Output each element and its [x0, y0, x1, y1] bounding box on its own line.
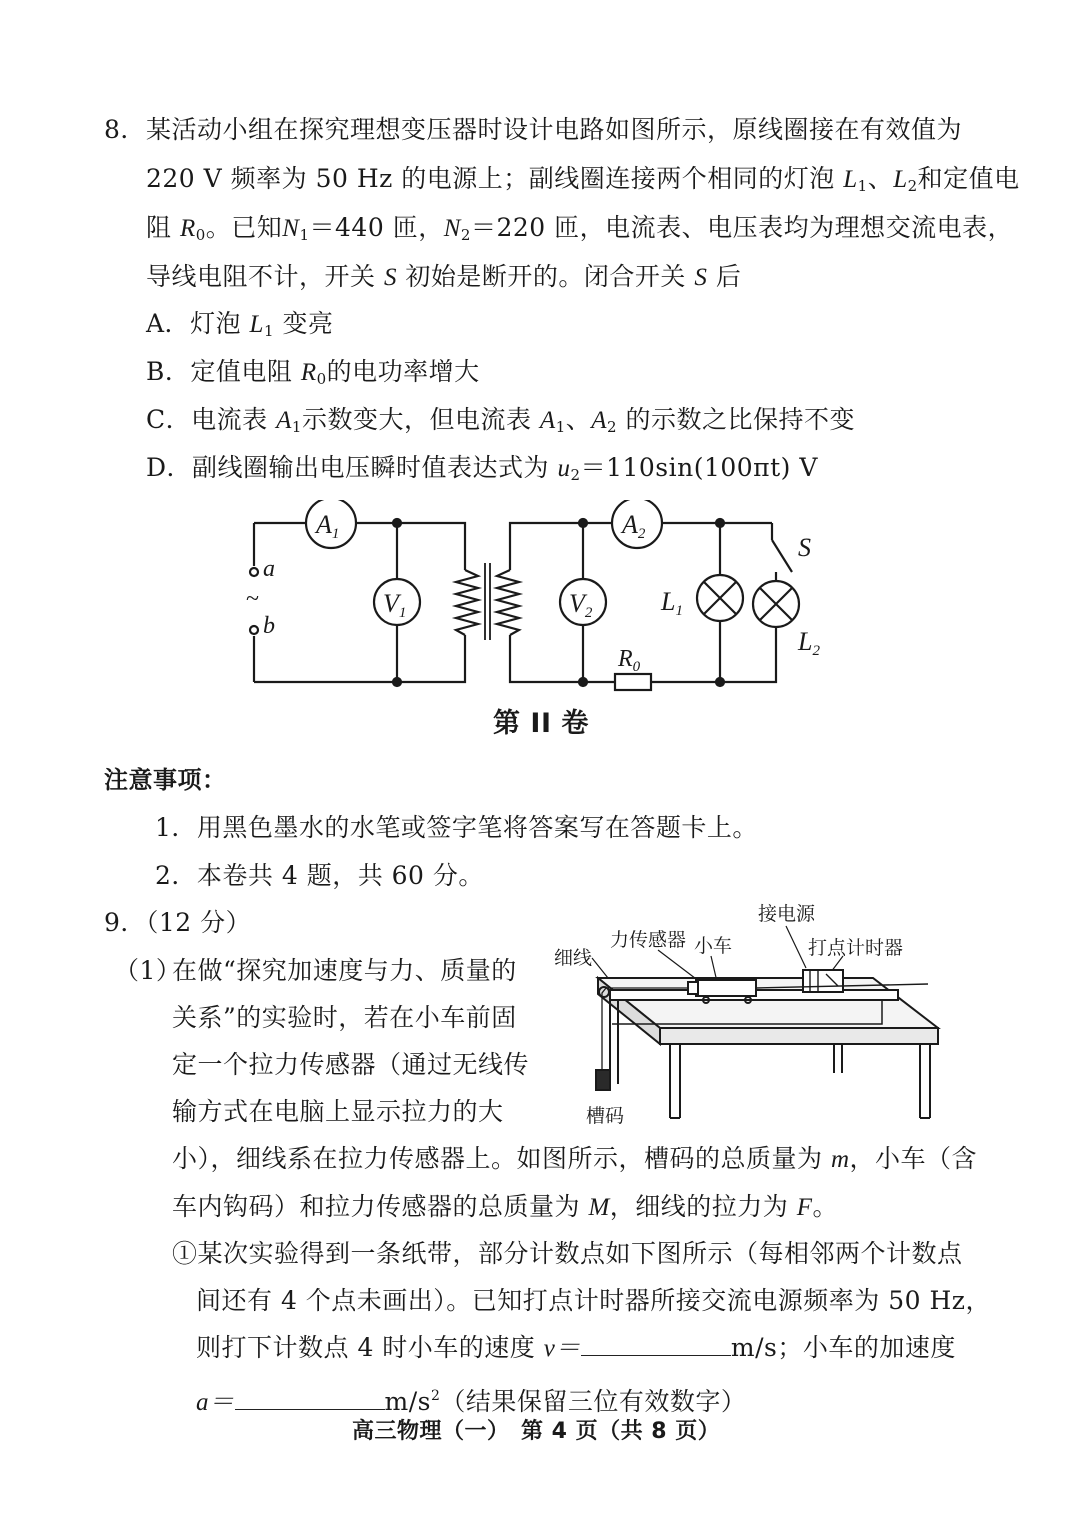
junction-dot [579, 678, 587, 686]
sub: 0 [195, 226, 206, 244]
terminal-a-icon [250, 568, 258, 576]
var-m: m [830, 1146, 850, 1173]
secondary-coil-icon [497, 570, 519, 635]
experiment-apparatus-figure [548, 898, 948, 1128]
option-text: 的电功率增大 [326, 357, 480, 386]
q8-stem-text: ＝220 匝，电流表、电压表均为理想交流电表， [470, 213, 1014, 242]
option-text: 的示数之比保持不变 [625, 405, 856, 434]
ac-source-symbol: ~ [246, 586, 259, 612]
table-front-edge-icon [660, 1028, 938, 1044]
option-text: ＝110sin(100πt) V [580, 453, 818, 482]
symbol-s: S [694, 264, 708, 291]
option-label: D． [146, 453, 193, 482]
q9-text: （结果保留三位有效数字） [440, 1387, 747, 1416]
velocity-answer-blank[interactable] [581, 1333, 731, 1356]
q9-text: 。 [812, 1192, 839, 1221]
resistor-r0-icon [615, 674, 651, 690]
q8-stem-line1: 某活动小组在探究理想变压器时设计电路如图所示，原线圈接在有效值为 [146, 115, 963, 144]
q9-number-label: 9． [104, 908, 146, 937]
q8-stem-line2 [146, 163, 1020, 202]
option-text: 副线圈输出电压瞬时值表达式为 [192, 453, 550, 482]
junction-dot [716, 678, 724, 686]
q9-part1-line1: 在做“探究加速度与力、质量的 [172, 956, 517, 985]
q8-number: 8． [104, 115, 146, 144]
q8-option-d [146, 452, 818, 491]
q9-text: ，细线的拉力为 [609, 1192, 789, 1221]
option-text: 电流表 [191, 405, 268, 434]
label-sensor: 力传感器 [610, 930, 687, 951]
option-text: 示数变大，但电流表 [301, 405, 532, 434]
symbol-a: A [276, 407, 292, 434]
timer-icon [803, 970, 843, 992]
primary-top-wire [254, 523, 465, 570]
symbol-l: L [843, 166, 858, 193]
sub: 2 [907, 177, 918, 195]
terminal-a-label: a [263, 556, 275, 582]
q8-option-a [146, 308, 333, 347]
q9-part1-line6 [172, 1191, 838, 1224]
q8-stem-text: 。已知 [205, 213, 283, 242]
q9-text: ，小车（含 [849, 1144, 978, 1173]
label-power: 接电源 [758, 904, 816, 925]
option-text: 定值电阻 [190, 357, 293, 386]
option-text: 灯泡 [190, 309, 242, 338]
junction-dot [393, 678, 401, 686]
sub: 0 [316, 370, 327, 388]
q9-part1-line5 [172, 1143, 977, 1176]
var-a: a＝ [196, 1389, 235, 1416]
q8-stem-text: 导线电阻不计，开关 [146, 262, 376, 291]
q9-score: （12 分） [145, 908, 252, 937]
sub: 1 [555, 418, 566, 436]
sup: 2 [430, 1388, 441, 1404]
sub: 1 [291, 418, 302, 436]
var-big-m: M [588, 1194, 610, 1221]
sub: 2 [570, 466, 581, 484]
q9-sub1-line2: 间还有 4 个点未画出）。已知打点计时器所接交流电源频率为 50 Hz， [196, 1286, 991, 1315]
table-leg-icon [834, 1044, 842, 1073]
sep: 、 [565, 405, 592, 434]
q9-text: 小），细线系在拉力传感器上。如图所示，槽码的总质量为 [172, 1144, 823, 1173]
lamp-l2-label: L2 [798, 627, 820, 659]
symbol-u: u [557, 455, 571, 482]
q9-part1-line2: 关系”的实验时，若在小车前固 [172, 1003, 517, 1032]
symbol-l: L [893, 166, 908, 193]
q8-stem-line4 [146, 261, 741, 294]
q9-sub1-line1: ①某次实验得到一条纸带，部分计数点如下图所示（每相邻两个计数点 [172, 1239, 963, 1268]
q9-text: 则打下计数点 4 时小车的速度 [196, 1333, 536, 1362]
label-timer: 打点计时器 [808, 938, 904, 959]
transformer-circuit-diagram [0, 500, 1080, 720]
var-f: F [796, 1194, 813, 1221]
q9-text: m/s；小车的加速度 [730, 1333, 956, 1362]
junction-dot [716, 519, 724, 527]
switch-s-icon [772, 523, 792, 580]
hanging-weight-icon [596, 1070, 610, 1090]
switch-s-label: S [798, 533, 811, 562]
q8-stem-line3: 阻 $R_0$。已知$N_1=440$ 匝，$N_2=220$ 匝，电流表、电压表均为理想交流电表， [146, 213, 1014, 244]
option-label: C． [146, 405, 192, 434]
q8-stem-text: 初始是断开的。闭合开关 [405, 262, 686, 291]
sep: 、 [867, 164, 894, 193]
sub: 2 [607, 418, 618, 436]
q9-text: m/s [384, 1387, 431, 1416]
table-leg-icon [670, 1044, 680, 1118]
q8-option-c [146, 404, 855, 443]
notes-item-2: 2．本卷共 4 题，共 60 分。 [155, 861, 484, 890]
q9-text: 车内钩码）和拉力传感器的总质量为 [172, 1192, 581, 1221]
symbol-a: A [539, 407, 556, 434]
q8-stem-text: 后 [715, 262, 742, 291]
option-text: 变亮 [282, 309, 334, 338]
section-title: 第 II 卷 [493, 708, 589, 739]
junction-dot [393, 519, 401, 527]
notes-title: 注意事项： [104, 766, 227, 794]
lamp-l1-label: L1 [661, 587, 683, 619]
primary-bottom-wire [254, 635, 465, 682]
q9-sub1-line3 [196, 1332, 956, 1365]
symbol-s: S [383, 264, 397, 291]
ammeter-a1-label: A1 [316, 510, 340, 542]
lamp-l1-wire [720, 523, 776, 682]
terminal-b-label: b [263, 613, 275, 639]
q8-stem-text: 220 V 频率为 50 Hz 的电源上；副线圈连接两个相同的灯泡 [146, 164, 835, 193]
primary-coil-icon [456, 570, 478, 635]
symbol-l: L [249, 311, 264, 338]
junction-dot [579, 519, 587, 527]
cart-icon [696, 980, 756, 996]
symbol-r: R [300, 359, 317, 386]
ammeter-a2-label: A2 [622, 510, 646, 542]
q9-part1-line4: 输方式在电脑上显示拉力的大 [172, 1097, 504, 1126]
voltmeter-v1-label: V1 [383, 589, 407, 621]
label-weight: 槽码 [586, 1106, 625, 1127]
sub: 1 [299, 226, 310, 244]
symbol-a: A [591, 407, 608, 434]
transformer-core-icon [485, 563, 490, 640]
var-v: v＝ [543, 1335, 581, 1362]
q9-part1-line3: 定一个拉力传感器（通过无线传 [172, 1050, 530, 1079]
q9-number [104, 907, 251, 939]
label-cart: 小车 [694, 936, 733, 957]
notes-item-1: 1．用黑色墨水的水笔或签字笔将答案写在答题卡上。 [155, 813, 758, 842]
sensor-icon [688, 982, 698, 994]
lamp-l1-cross [704, 582, 736, 614]
sub: 1 [263, 322, 274, 340]
option-label: B． [146, 357, 191, 386]
table-leg-icon [920, 1044, 930, 1118]
option-label: A． [146, 309, 191, 338]
symbol-n: N [443, 215, 461, 242]
q8-option-b [146, 356, 480, 395]
q9-part1-label: （1） [114, 956, 182, 985]
q9-sub1-line4 [196, 1380, 746, 1419]
sub: 2 [460, 226, 471, 244]
label-line: 细线 [554, 948, 593, 969]
resistor-r0-label: $R_0$ [618, 646, 641, 675]
terminal-b-icon [250, 626, 258, 634]
voltmeter-v2-label: V2 [569, 589, 593, 621]
page-footer: 高三物理（一） 第 4 页（共 8 页） [352, 1419, 721, 1444]
sub: 1 [857, 177, 868, 195]
symbol-n: N [282, 215, 300, 242]
q8-stem-text: 和定值电 [917, 164, 1020, 193]
acceleration-answer-blank[interactable] [235, 1387, 385, 1410]
symbol-r: R [179, 215, 196, 242]
lamp-l2-cross [760, 588, 792, 620]
q8-stem-text: ＝440 匝， [309, 213, 444, 242]
